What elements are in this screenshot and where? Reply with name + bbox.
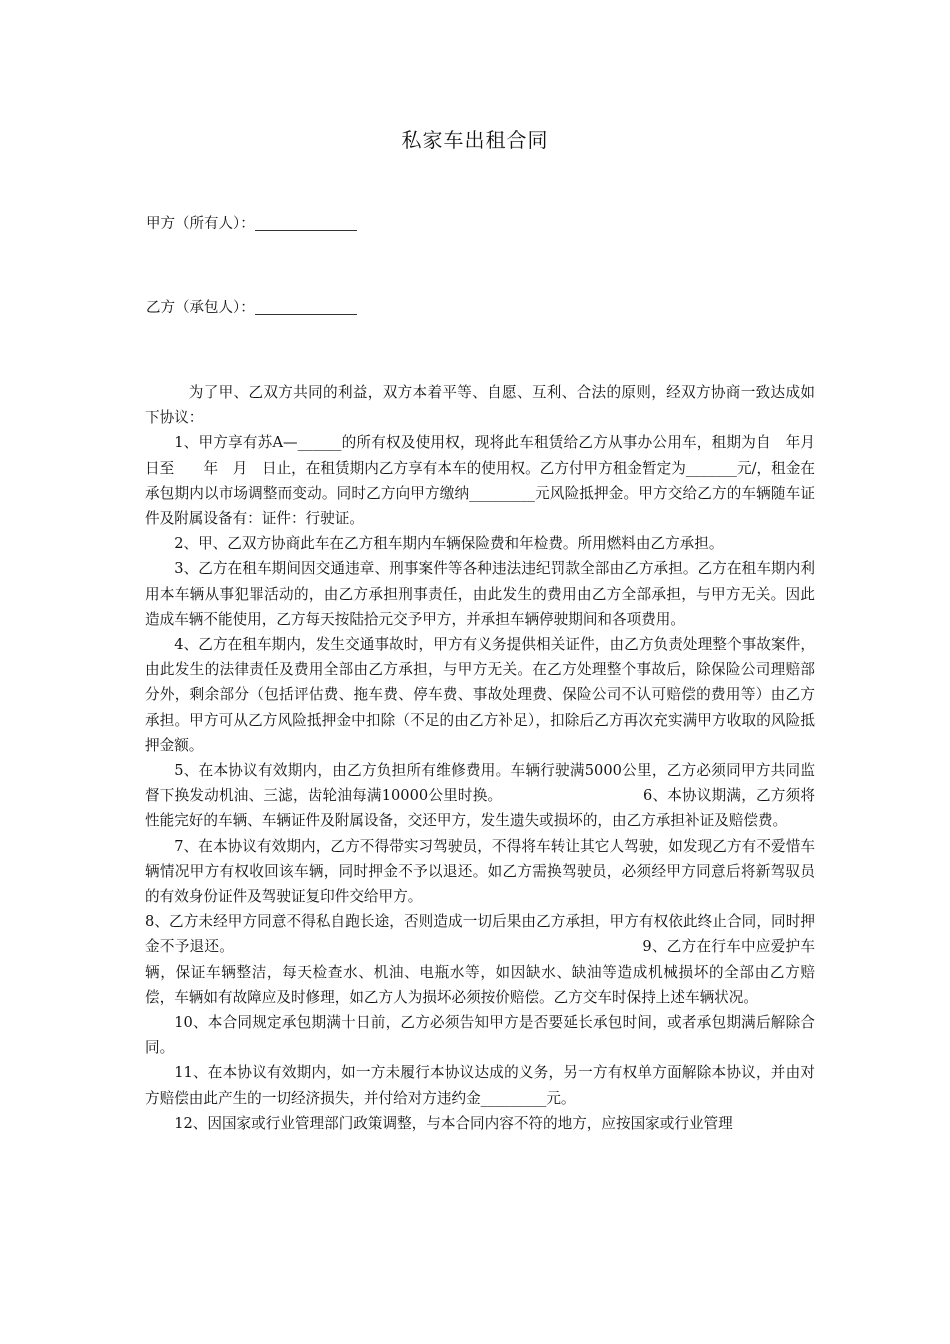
clause-8-9: 8、乙方未经甲方同意不得私自跑长途，否则造成一切后果由乙方承担，甲方有权依此终止合同，同时押金不予退还。 9、乙方在行车中应爱护车辆，保证车辆整洁，每天检查水、机油、电瓶水等，如因缺水、缺油等造成机械损坏的全部由乙方赔偿，车辆如有故障应及时修理，如乙方人为损坏必须按价赔偿。乙方交车时保持上述车辆状况。 [145,913,815,1006]
party-b-label: 乙方（承包人）： [146,300,255,316]
party-a-line [146,212,357,233]
clause-7: 7、在本协议有效期内，乙方不得带实习驾驶员，不得将车转让其它人驾驶，如发现乙方有不爱惜车辆情况甲方有权收回该车辆，同时押金不予以退还。如乙方需换驾驶员，必须经甲方同意后将新驾驭员的有效身份证件及驾驶证复印件交给甲方。 [145,837,815,906]
clause-5-6: 5、在本协议有效期内，由乙方负担所有维修费用。车辆行驶满5000公里，乙方必须同甲方共同监督下换发动机油、三滤，齿轮油每满10000公里时换。 6、本协议期满，乙方须将性能完好的车辆、车辆证件及附属设备，交还甲方，发生遗失或损坏的，由乙方承担补证及赔偿费。 [145,762,815,830]
document-title: 私家车出租合同 [401,128,549,152]
party-a-label: 甲方（所有人）： [146,216,255,232]
clause-10: 10、本合同规定承包期满十日前，乙方必须告知甲方是否要延长承包时间，或者承包期满后解除合同。 [145,1014,815,1057]
party-a-blank [255,216,357,231]
clause-3: 3、乙方在租车期间因交通违章、刑事案件等各种违法违纪罚款全部由乙方承担。乙方在租车期内利用本车辆从事犯罪活动的，由乙方承担刑事责任，由此发生的费用由乙方全部承担，与甲方无关。因此造成车辆不能使用，乙方每天按陆拾元交予甲方，并承担车辆停驶期间和各项费用。 [145,560,815,628]
contract-body [145,380,830,1136]
clause-1: 1、甲方享有苏A—______的所有权及使用权，现将此车租赁给乙方从事办公用车，租期为自 年月 日至 年 月 日止，在租赁期内乙方享有本车的使用权。乙方付甲方租金暂定为_______元/，租金在承包期内以市场调整而变动。同时乙方向甲方缴纳_________元风险抵押金。甲方交给乙方的车辆随车证件及附属设备有：证件：行驶证。 [145,434,830,528]
clause-2: 2、甲、乙双方协商此车在乙方租车期内车辆保险费和年检费。所用燃料由乙方承担。 [174,535,724,553]
clause-12: 12、因国家或行业管理部门政策调整，与本合同内容不符的地方，应按国家或行业管理 [174,1114,733,1132]
party-b-line [146,296,357,317]
clause-11: 11、在本协议有效期内，如一方未履行本协议达成的义务，另一方有权单方面解除本协议，并由对方赔偿由此产生的一切经济损失，并付给对方违约金_________元。 [145,1064,815,1107]
clause-4: 4、乙方在租车期内，发生交通事故时，甲方有义务提供相关证件，由乙方负责处理整个事故案件，由此发生的法律责任及费用全部由乙方承担，与甲方无关。在乙方处理整个事故后，除保险公司理赔部分外，剩余部分（包括评估费、拖车费、停车费、事故处理费、保险公司不认可赔偿的费用等）由乙方承担。甲方可从乙方风险抵押金中扣除（不足的由乙方补足），扣除后乙方再次充实满甲方收取的风险抵押金额。 [145,636,815,754]
party-b-blank [255,300,357,315]
preamble-paragraph: 为了甲、乙双方共同的利益，双方本着平等、自愿、互利、合法的原则，经双方协商一致达成如下协议： [145,384,815,427]
